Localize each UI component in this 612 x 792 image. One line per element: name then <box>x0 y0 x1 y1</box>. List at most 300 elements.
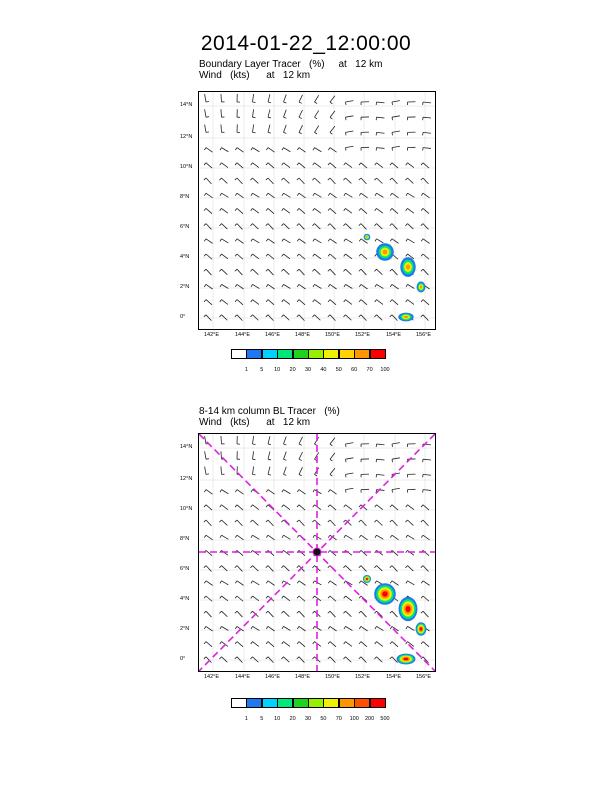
wind-barb <box>390 505 398 510</box>
wind-barb <box>421 239 429 244</box>
wind-barb <box>421 224 429 230</box>
colorbar-swatch <box>293 698 309 708</box>
wind-barb <box>313 163 321 168</box>
wind-barb <box>250 269 258 274</box>
wind-barb <box>421 535 429 540</box>
wind-barb <box>405 178 413 183</box>
wind-barb <box>235 657 243 663</box>
lon-label: 156°E <box>416 332 432 338</box>
wind-barb <box>344 642 352 647</box>
wind-barb <box>359 315 367 321</box>
wind-barb <box>266 148 274 153</box>
wind-barb <box>235 208 243 213</box>
wind-barb <box>328 148 336 153</box>
wind-barb <box>235 193 243 198</box>
wind-barb <box>204 178 212 184</box>
wind-barb <box>344 193 352 197</box>
colorbar-label: 10 <box>274 367 281 373</box>
wind-barb <box>374 269 382 274</box>
wind-barb <box>346 458 354 462</box>
wind-barb <box>359 178 367 184</box>
wind-barb <box>219 611 227 616</box>
wind-barb <box>251 642 259 647</box>
wind-barb <box>204 239 212 244</box>
wind-barb <box>343 178 351 183</box>
wind-barb <box>344 239 352 243</box>
panel2-map-canvas <box>199 434 435 671</box>
wind-barb <box>408 474 416 477</box>
wind-barb <box>219 657 227 662</box>
wind-barb <box>392 101 400 105</box>
wind-barb <box>266 315 274 321</box>
tracer-blob <box>399 597 418 621</box>
tracer-blob <box>416 622 427 636</box>
tracer-blob <box>376 243 394 261</box>
wind-barb <box>221 94 225 102</box>
colorbar-label: 30 <box>304 367 312 373</box>
wind-barb <box>220 163 228 168</box>
wind-barb <box>390 550 398 555</box>
wind-barb <box>361 102 369 105</box>
wind-barb <box>423 117 431 120</box>
wind-barb <box>299 467 303 476</box>
wind-barb <box>235 642 243 647</box>
wind-barb <box>253 94 256 102</box>
wind-barb <box>266 163 274 168</box>
wind-barb <box>284 467 287 476</box>
wind-barb <box>266 581 274 586</box>
wind-barb <box>220 581 228 585</box>
lon-label: 144°E <box>235 674 251 680</box>
lon-label: 148°E <box>295 332 311 338</box>
wind-barb <box>297 490 305 495</box>
wind-barb <box>284 452 287 461</box>
lat-label: 0° <box>180 656 186 662</box>
wind-barb <box>266 550 274 555</box>
wind-barb <box>282 535 290 539</box>
wind-barb <box>408 102 416 105</box>
lat-label: 10°N <box>180 506 193 512</box>
wind-barb <box>221 466 225 474</box>
wind-barb <box>421 520 429 526</box>
wind-barb <box>221 436 225 444</box>
wind-barb <box>219 269 227 274</box>
wind-barb <box>421 581 429 586</box>
colorbar-label: 20 <box>289 367 296 373</box>
wind-barb <box>374 657 382 662</box>
wind-barb <box>266 254 274 259</box>
wind-barb <box>408 147 416 150</box>
wind-barb <box>390 657 398 663</box>
wind-barb <box>376 474 384 477</box>
wind-barb <box>408 444 416 447</box>
wind-barb <box>359 642 367 647</box>
wind-barb <box>268 125 271 133</box>
lon-label: 144°E <box>235 332 251 338</box>
colorbar-swatch <box>246 698 262 708</box>
wind-barb <box>250 657 258 662</box>
wind-barb <box>346 116 354 120</box>
wind-barb <box>220 300 228 305</box>
wind-barb <box>406 193 414 197</box>
wind-barb <box>376 132 384 135</box>
wind-barb <box>235 284 243 289</box>
lat-label: 12°N <box>180 134 193 140</box>
wind-barb <box>266 224 274 230</box>
wind-barb <box>312 315 320 320</box>
wind-barb <box>328 269 336 275</box>
wind-barb <box>361 444 369 447</box>
tracer-blob <box>364 234 371 241</box>
wind-barb <box>359 193 367 198</box>
colorbar-label: 100 <box>349 716 359 722</box>
wind-barb <box>328 657 336 663</box>
wind-barb <box>204 581 212 586</box>
wind-barb <box>253 109 256 117</box>
wind-barb <box>235 550 243 555</box>
wind-barb <box>204 224 212 230</box>
lon-label: 154°E <box>386 674 402 680</box>
wind-barb <box>375 535 383 539</box>
wind-barb <box>220 239 228 243</box>
wind-barb <box>346 146 354 150</box>
wind-barb <box>313 300 321 305</box>
wind-barb <box>328 284 336 289</box>
panel2-map <box>198 433 436 672</box>
colorbar-swatch <box>293 349 309 359</box>
wind-barb <box>328 490 336 495</box>
wind-barb <box>390 239 398 244</box>
wind-barb <box>359 611 367 617</box>
wind-barb <box>328 239 336 244</box>
wind-barb <box>374 520 382 525</box>
lon-label: 146°E <box>265 674 281 680</box>
colorbar-swatch <box>308 698 324 708</box>
wind-barb <box>284 125 287 134</box>
wind-barb <box>297 193 305 198</box>
wind-barb <box>235 490 243 495</box>
colorbar-swatch <box>323 698 339 708</box>
wind-barb <box>235 269 243 275</box>
colorbar-swatch <box>339 349 355 359</box>
lat-label: 6°N <box>180 566 190 572</box>
wind-barb <box>266 239 274 244</box>
wind-barb <box>266 300 274 305</box>
wind-barb <box>359 163 367 168</box>
wind-barb <box>220 193 228 197</box>
wind-barb <box>251 163 259 168</box>
wind-barb <box>392 131 400 135</box>
wind-barb <box>235 535 243 540</box>
wind-barb <box>390 208 398 213</box>
wind-barb <box>390 642 398 647</box>
wind-barb <box>328 611 336 617</box>
wind-barb <box>250 520 258 525</box>
wind-barb <box>204 520 212 526</box>
wind-barb <box>237 124 240 132</box>
wind-barb <box>220 505 228 510</box>
lat-label: 4°N <box>180 254 190 260</box>
wind-barb <box>344 208 352 213</box>
wind-barb <box>315 110 319 118</box>
wind-barb <box>281 178 289 183</box>
wind-barb <box>313 193 321 197</box>
lon-label: 152°E <box>355 674 371 680</box>
wind-barb <box>315 95 319 103</box>
colorbar-swatch <box>277 349 293 359</box>
wind-barb <box>361 147 369 150</box>
colorbar-label: 10 <box>274 716 281 722</box>
wind-barb <box>205 451 209 459</box>
wind-barb <box>204 284 212 289</box>
lon-label: 148°E <box>295 674 311 680</box>
tracer-blob <box>397 654 416 665</box>
wind-barb <box>205 109 209 117</box>
wind-barb <box>251 208 259 213</box>
wind-barb <box>266 178 274 184</box>
wind-barb <box>282 300 290 305</box>
wind-barb <box>297 611 305 617</box>
wind-barb <box>408 489 416 492</box>
colorbar-swatch <box>277 698 293 708</box>
wind-barb <box>328 550 336 555</box>
wind-barb <box>376 459 384 462</box>
colorbar-label: 5 <box>260 367 264 373</box>
wind-barb <box>266 611 274 617</box>
wind-barb <box>297 148 305 153</box>
wind-barb <box>359 566 367 572</box>
wind-barb <box>421 269 429 275</box>
colorbar-label: 30 <box>304 716 312 722</box>
wind-barb <box>390 611 398 617</box>
wind-barb <box>346 101 354 105</box>
wind-barb <box>235 300 243 305</box>
wind-barb <box>204 596 212 601</box>
wind-barb <box>250 178 258 183</box>
wind-barb <box>343 269 351 274</box>
wind-barb <box>219 315 227 320</box>
wind-barb <box>359 626 367 631</box>
colorbar-swatch <box>231 349 247 359</box>
lon-label: 154°E <box>386 332 402 338</box>
lat-label: 8°N <box>180 194 190 200</box>
wind-barb <box>421 193 429 198</box>
wind-barb <box>344 550 352 555</box>
wind-barb <box>237 109 240 117</box>
tracer-blob <box>363 575 371 583</box>
panel1-map-canvas <box>199 92 435 329</box>
lat-label: 14°N <box>180 444 193 450</box>
wind-barb <box>343 315 351 320</box>
wind-barb <box>220 550 228 555</box>
wind-barb <box>251 193 259 197</box>
wind-barb <box>297 657 305 663</box>
wind-barb <box>282 490 290 494</box>
wind-barb <box>282 239 290 243</box>
wind-barb <box>251 505 259 510</box>
wind-barb <box>299 110 303 119</box>
panel1-title-line2: Wind (kts) at 12 km <box>199 70 311 81</box>
lat-label: 2°N <box>180 626 190 632</box>
wind-barb <box>268 109 271 117</box>
wind-barb <box>359 254 367 259</box>
wind-barb <box>204 254 212 259</box>
wind-barb <box>219 178 227 183</box>
wind-barb <box>390 520 398 526</box>
wind-barb <box>204 611 212 617</box>
crosshair-center-marker <box>313 548 321 556</box>
wind-barb <box>392 488 400 492</box>
lon-label: 146°E <box>265 332 281 338</box>
wind-barb <box>346 473 354 477</box>
lat-label: 2°N <box>180 284 190 290</box>
wind-barb <box>344 163 352 168</box>
wind-barb <box>328 224 336 230</box>
wind-barb <box>204 535 212 540</box>
wind-barb <box>299 95 303 104</box>
colorbar-swatch <box>370 349 386 359</box>
wind-barb <box>392 443 400 447</box>
panel2-title-line2: Wind (kts) at 12 km <box>199 417 311 428</box>
wind-barb <box>359 269 367 275</box>
wind-barb <box>344 505 352 510</box>
wind-barb <box>328 178 336 184</box>
wind-barb <box>204 315 212 321</box>
wind-barb <box>297 269 305 275</box>
wind-barb <box>235 611 243 617</box>
wind-barb <box>392 146 400 150</box>
wind-barb <box>328 520 336 526</box>
wind-barb <box>204 148 212 153</box>
colorbar-swatch <box>262 698 278 708</box>
colorbar-swatch <box>323 349 339 359</box>
wind-barb <box>235 163 243 168</box>
wind-barb <box>315 126 319 134</box>
wind-barb <box>390 566 398 572</box>
wind-barb <box>346 443 354 447</box>
wind-barb <box>205 467 209 475</box>
wind-barb <box>390 269 398 275</box>
wind-barb <box>313 148 321 152</box>
colorbar-swatch <box>262 349 278 359</box>
wind-barb <box>390 224 398 230</box>
lon-label: 150°E <box>325 332 341 338</box>
wind-barb <box>406 535 414 539</box>
wind-barb <box>421 315 429 321</box>
wind-barb <box>220 148 228 152</box>
wind-barb <box>297 284 305 289</box>
wind-barb <box>375 300 383 305</box>
wind-barb <box>253 451 256 459</box>
wind-barb <box>253 124 256 132</box>
wind-barb <box>235 596 243 601</box>
wind-barb <box>282 163 290 168</box>
wind-barb <box>282 193 290 197</box>
wind-barb <box>220 208 228 213</box>
wind-barb <box>251 300 259 305</box>
wind-barb <box>312 269 320 274</box>
wind-barb <box>235 254 243 259</box>
wind-barb <box>406 163 414 168</box>
wind-barb <box>235 178 243 184</box>
wind-barb <box>204 626 212 631</box>
wind-barb <box>237 451 240 459</box>
colorbar-swatch <box>354 349 370 359</box>
wind-barb <box>328 596 336 601</box>
wind-barb <box>266 642 274 647</box>
wind-barb <box>297 626 305 631</box>
wind-barb <box>235 520 243 526</box>
wind-barb <box>266 566 274 572</box>
wind-barb <box>297 581 305 586</box>
wind-barb <box>204 642 212 647</box>
wind-barb <box>299 125 303 134</box>
wind-barb <box>374 315 382 320</box>
colorbar-swatch <box>308 349 324 359</box>
wind-barb <box>235 148 243 153</box>
lon-label: 150°E <box>325 674 341 680</box>
wind-barb <box>253 436 256 444</box>
wind-barb <box>266 657 274 663</box>
wind-barb <box>235 566 243 572</box>
wind-barb <box>220 490 228 494</box>
wind-barb <box>343 657 351 662</box>
colorbar-label: 1 <box>244 367 248 373</box>
wind-barb <box>266 269 274 275</box>
colorbar-label: 100 <box>380 367 390 373</box>
tracer-blob <box>400 257 415 277</box>
lon-label: 142°E <box>204 674 220 680</box>
colorbar-label: 5 <box>260 716 264 722</box>
lat-label: 0° <box>180 314 186 320</box>
wind-barb <box>376 102 384 105</box>
wind-barb <box>297 224 305 230</box>
wind-barb <box>344 300 352 305</box>
wind-barb <box>343 611 351 616</box>
colorbar-label: 1 <box>244 716 248 722</box>
panel2-title-line1: 8-14 km column BL Tracer (%) <box>199 406 340 417</box>
colorbar-swatch <box>231 698 247 708</box>
wind-barb <box>266 490 274 495</box>
wind-barb <box>423 459 431 462</box>
wind-barb <box>374 178 382 183</box>
wind-barb <box>204 505 212 510</box>
wind-barb <box>299 437 303 446</box>
wind-barb <box>297 178 305 184</box>
wind-barb <box>406 300 414 305</box>
colorbar-label: 70 <box>335 716 342 722</box>
wind-barb <box>361 117 369 120</box>
wind-barb <box>205 94 209 102</box>
wind-barb <box>282 505 290 510</box>
lat-label: 8°N <box>180 536 190 542</box>
colorbar-label: 50 <box>335 367 342 373</box>
wind-barb <box>284 110 287 119</box>
wind-barb <box>328 300 336 305</box>
wind-barb <box>284 436 287 445</box>
wind-barb <box>375 505 383 510</box>
colorbar-label: 500 <box>380 716 390 722</box>
wind-barb <box>251 581 259 585</box>
wind-barb <box>359 224 367 230</box>
wind-barb <box>235 224 243 230</box>
panel1-title-line1: Boundary Layer Tracer (%) at 12 km <box>199 59 383 70</box>
wind-barb <box>421 566 429 572</box>
wind-barb <box>205 125 209 133</box>
lon-label: 152°E <box>355 332 371 338</box>
wind-barb <box>423 102 431 105</box>
wind-barb <box>328 208 336 213</box>
